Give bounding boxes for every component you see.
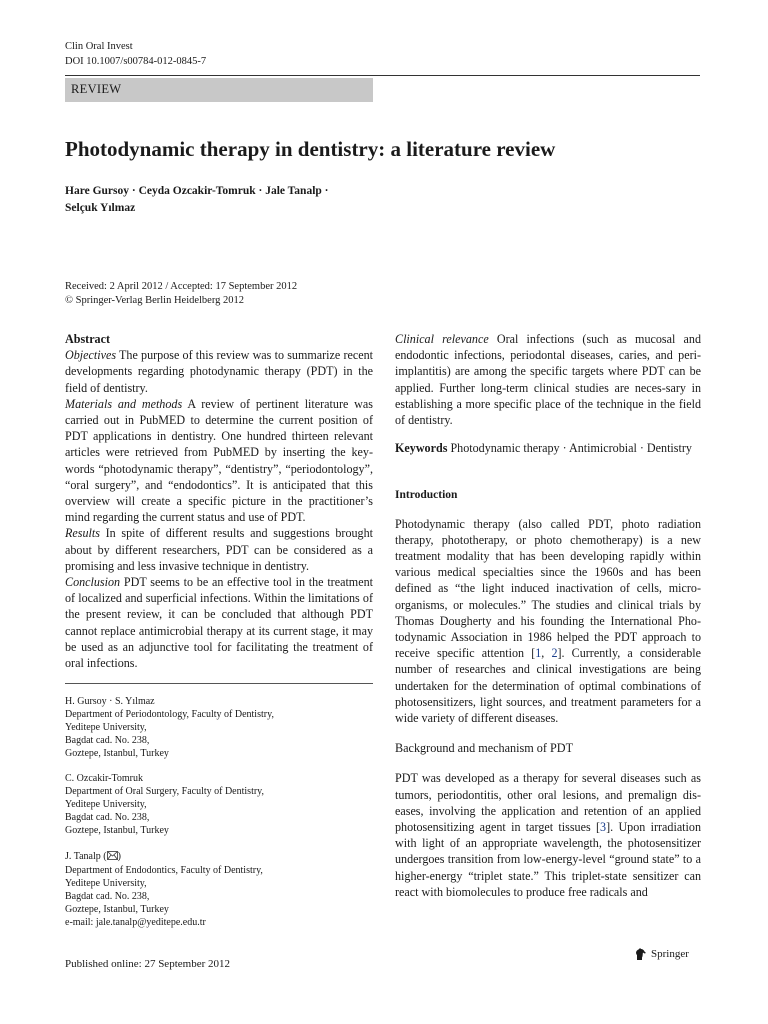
conclusion-text: PDT seems to be an effective tool in the treatment of localized and superficial infections. Within the limitations of the present review, it can be concluded that although PDT cannot replace antimicrobial therapy at its current stage, it may be used as an adjunctive tool for facilitating the treatment of oral infections. bbox=[65, 575, 373, 671]
abstract-conclusion bbox=[65, 574, 373, 671]
affiliation-names: H. Gursoy · S. Yılmaz bbox=[65, 696, 155, 707]
article-dates bbox=[65, 280, 297, 308]
introduction-paragraph bbox=[395, 516, 701, 727]
affiliation-names-row: J. Tanalp ( ) bbox=[65, 851, 121, 862]
keywords bbox=[395, 440, 701, 456]
abstract-relevance bbox=[395, 331, 701, 428]
background-paragraph bbox=[395, 770, 701, 900]
published-online: Published online: 27 September 2012 bbox=[65, 958, 230, 970]
keywords-text: Photodynamic therapy · Antimicrobial · Dentistry bbox=[450, 441, 692, 456]
methods-text: A review of pertinent literature was carried out in PubMED to determine the current position of PDT applications in dentistry. One hundred thirteen relevant articles were retrieved from PubMED by inserting the key-words “photodynamic therapy”, “dentistry”, “periodontology”, “oral surgery”, and “endodontics”. It is anticipated that this overview will create a specific picture in the practitioner’s mind regarding the current status and use of PDT. bbox=[65, 396, 373, 525]
doi: DOI 10.1007/s00784-012-0845-7 bbox=[65, 55, 207, 67]
results-text: In spite of different results and suggestions brought about by different researchers, PDT can be considered as a promising and less invasive technique in dentistry. bbox=[65, 526, 373, 573]
affiliation-line: Goztepe, Istanbul, Turkey bbox=[65, 825, 169, 836]
intro-text: ]. Currently, a considerable number of researches and clinical investigations are being undertaken for the determination of optimal combinations of photosensitizers, light sources, and treatment parameters for a wide variety of different diseases. bbox=[395, 646, 701, 726]
category-band bbox=[65, 78, 373, 102]
citation-separator: , bbox=[541, 646, 552, 661]
author-3[interactable]: Jale Tanalp bbox=[265, 185, 322, 197]
affiliation-block-2 bbox=[65, 772, 373, 837]
affiliation-line: Goztepe, Istanbul, Turkey bbox=[65, 904, 169, 915]
abstract-objectives bbox=[65, 347, 373, 396]
keywords-label: Keywords bbox=[395, 441, 448, 456]
journal-header bbox=[65, 40, 206, 69]
received-accepted: Received: 2 April 2012 / Accepted: 17 September 2012 bbox=[65, 281, 298, 292]
affiliation-line: Department of Oral Surgery, Faculty of Dentistry, bbox=[65, 786, 265, 797]
abstract-heading: Abstract bbox=[65, 332, 111, 346]
author-separator: · bbox=[131, 185, 136, 197]
abstract-methods bbox=[65, 396, 373, 526]
category-label: REVIEW bbox=[71, 82, 122, 96]
conclusion-label: Conclusion bbox=[65, 575, 121, 590]
background-heading: Background and mechanism of PDT bbox=[395, 741, 574, 756]
results-label: Results bbox=[65, 526, 100, 541]
citation-link[interactable]: 1 bbox=[535, 646, 542, 661]
background-text: PDT was developed as a therapy for several diseases such as tumors, periodontitis, other oral lesions, and premalign dis-eases, involving the application and retention of an applied photosensitizing agent in target tissues [ bbox=[395, 771, 701, 835]
right-column bbox=[395, 331, 701, 900]
author-list bbox=[65, 183, 385, 217]
publisher-name: Springer bbox=[651, 948, 689, 960]
affiliation-names: J. Tanalp bbox=[65, 851, 101, 862]
introduction-heading: Introduction bbox=[395, 489, 458, 502]
background-text: ]. Upon irradiation with light of an appropriate wavelength, the photosensitizer undergoes transition from low-energy-level “ground state” to a higher-energy “triplet state.” This triplet-state sensitizer can react with biomolecules to produce free radicals and bbox=[395, 820, 701, 899]
author-1[interactable]: Hare Gursoy bbox=[65, 185, 129, 197]
relevance-label: Clinical relevance bbox=[395, 332, 489, 346]
springer-horse-icon bbox=[634, 947, 647, 961]
abstract-results bbox=[65, 525, 373, 574]
methods-label: Materials and methods bbox=[65, 396, 183, 411]
affiliation-line: Yeditepe University, bbox=[65, 722, 147, 733]
affiliation-names: C. Ozcakir-Tomruk bbox=[65, 773, 143, 784]
affiliation-block-1 bbox=[65, 695, 373, 760]
envelope-icon[interactable] bbox=[107, 851, 118, 864]
affiliation-line: Bagdat cad. No. 238, bbox=[65, 891, 150, 902]
objectives-text: The purpose of this review was to summarize recent developments regarding photodynamic therapy (PDT) in the field of dentistry. bbox=[65, 348, 373, 395]
affiliation-line: Yeditepe University, bbox=[65, 878, 147, 889]
journal-name: Clin Oral Invest bbox=[65, 41, 133, 52]
affiliation-line: Department of Periodontology, Faculty of Dentistry, bbox=[65, 709, 274, 720]
abstract bbox=[65, 331, 373, 671]
citation-link[interactable]: 2 bbox=[551, 646, 558, 661]
author-4[interactable]: Selçuk Yılmaz bbox=[65, 202, 136, 214]
email-link[interactable]: e-mail: jale.tanalp@yeditepe.edu.tr bbox=[65, 917, 206, 928]
author-separator: · bbox=[324, 185, 329, 197]
publisher-logo bbox=[634, 947, 689, 961]
affiliation-line: Department of Endodontics, Faculty of Dentistry, bbox=[65, 865, 263, 876]
author-separator: · bbox=[258, 185, 263, 197]
affiliation-line: Yeditepe University, bbox=[65, 799, 147, 810]
copyright: © Springer-Verlag Berlin Heidelberg 2012 bbox=[65, 295, 245, 306]
header-rule bbox=[65, 75, 700, 76]
affiliation-line: Bagdat cad. No. 238, bbox=[65, 812, 150, 823]
author-2[interactable]: Ceyda Ozcakir-Tomruk bbox=[138, 185, 256, 197]
affiliation-rule bbox=[65, 683, 373, 684]
relevance-text: Oral infections (such as mucosal and endodontic infections, periodontal diseases, caries, and peri-implantitis) are among the specific targets where PDT can be applied. Further long-term clinical studies are neces-sary in establishing a more specific place of the technique in the field of dentistry. bbox=[395, 332, 701, 428]
article-title: Photodynamic therapy in dentistry: a literature review bbox=[65, 137, 556, 161]
objectives-label: Objectives bbox=[65, 348, 117, 363]
citation-link[interactable]: 3 bbox=[600, 820, 607, 835]
affiliation-line: Bagdat cad. No. 238, bbox=[65, 735, 150, 746]
affiliation-block-3 bbox=[65, 850, 373, 929]
affiliation-line: Goztepe, Istanbul, Turkey bbox=[65, 748, 169, 759]
intro-text: Photodynamic therapy (also called PDT, photo radiation therapy, phototherapy, or photo chemotherapy) is a new treatment modality that has been developing rapidly within various medical specialties since the 1960s and has been defined as “the light induced inactivation of cells, micro-organisms, or molecules.” The studies and clinical trials by Thomas Dougherty and his founding the International Pho-todynamic Association in 1986 helped the PDT approach to receive specific attention [ bbox=[395, 516, 701, 661]
